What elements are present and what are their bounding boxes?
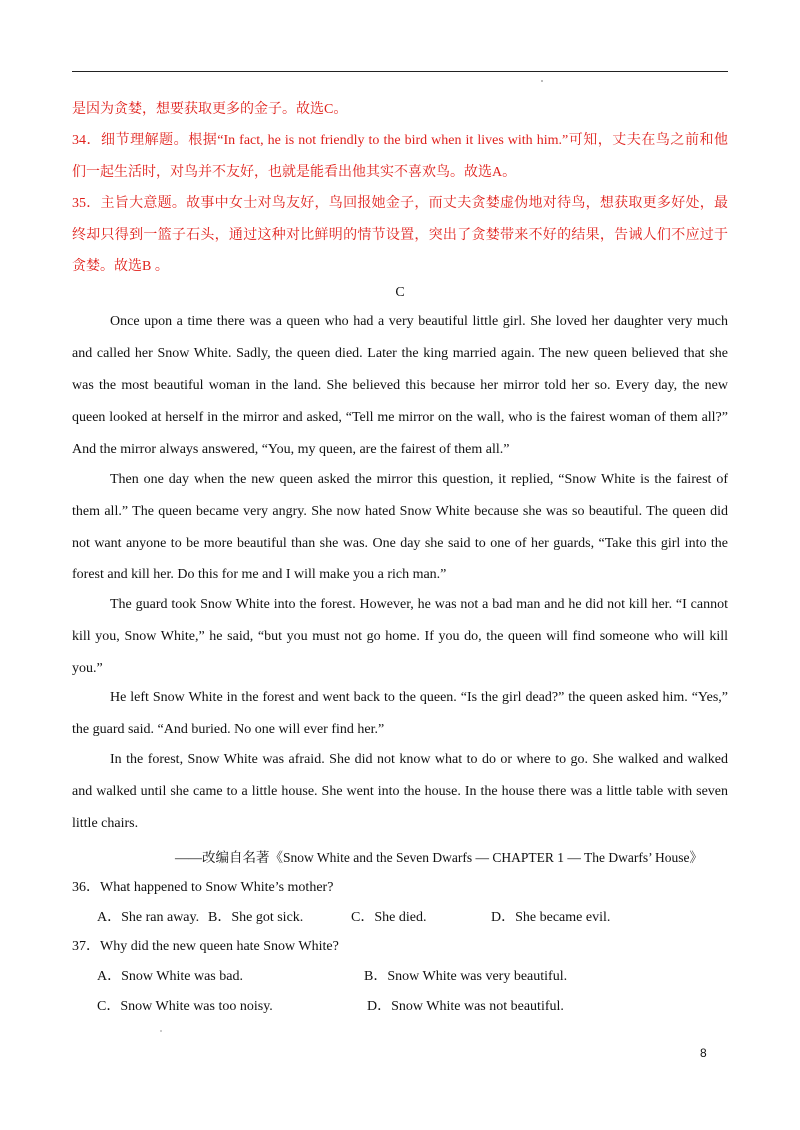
- passage-line: the guard said. “And buried. No one will ever find her.”: [72, 722, 385, 737]
- passage-line: them all.” The queen became very angry. She now hated Snow White because she was so beautiful. The queen did: [72, 504, 728, 519]
- passage-source: ——改编自名著《Snow White and the Seven Dwarfs — CHAPTER 1 — The Dwarfs’ House》: [175, 850, 703, 865]
- passage-line: And the mirror always answered, “You, my queen, are the fairest of them all.”: [72, 442, 510, 457]
- answer-line: 贪婪。故选B 。: [72, 259, 169, 274]
- passage-line: The guard took Snow White into the forest. However, he was not a bad man and he did not kill her. “I cannot: [110, 597, 728, 612]
- passage-line: Then one day when the new queen asked the mirror this question, it replied, “Snow White is the fairest of: [110, 472, 728, 487]
- page-number: 8: [700, 1046, 707, 1060]
- option-c: C．She died.: [351, 910, 427, 925]
- passage-line: forest and kill her. Do this for me and I will make you a rich man.”: [72, 567, 447, 582]
- passage-line: kill you, Snow White,” he said, “but you must not go home. If you do, the queen will find someone who will kill: [72, 629, 728, 644]
- passage-line: and called her Snow White. Sadly, the queen died. Later the king married again. The new queen believed that she: [72, 346, 728, 361]
- answer-line: 终却只得到一篮子石头，通过这种对比鲜明的情节设置，突出了贪婪带来不好的结果，告诫人们不应过于: [72, 228, 728, 243]
- question-stem: 37．Why did the new queen hate Snow White?: [72, 939, 339, 954]
- answer-line: 35．主旨大意题。故事中女士对鸟友好，鸟回报她金子，而丈夫贪婪虚伪地对待鸟，想获取更多好处，最: [72, 196, 728, 211]
- answer-line: 是因为贪婪，想要获取更多的金子。故选C。: [72, 102, 348, 117]
- passage-line: little chairs.: [72, 816, 139, 831]
- section-label: C: [395, 285, 405, 300]
- passage-line: you.”: [72, 661, 103, 676]
- passage-line: queen looked at herself in the mirror and asked, “Tell me mirror on the wall, who is the fairest woman of them all?”: [72, 410, 728, 425]
- speck: [541, 80, 543, 82]
- question-stem: 36．What happened to Snow White’s mother?: [72, 880, 334, 895]
- passage-line: In the forest, Snow White was afraid. She did not know what to do or where to go. She walked and walked: [110, 752, 728, 767]
- passage-line: and walked until she came to a little house. She went into the house. In the house there was a little table with seven: [72, 784, 728, 799]
- passage-line: was the most beautiful woman in the land. She believed this because her mirror told her so. Every day, the new: [72, 378, 728, 393]
- passage-line: Once upon a time there was a queen who had a very beautiful little girl. She loved her daughter very much: [110, 314, 728, 329]
- option-a: A．Snow White was bad.: [97, 969, 243, 984]
- answer-line: 34．细节理解题。根据“In fact, he is not friendly to the bird when it lives with him.”可知，丈夫在鸟之前和他: [72, 133, 728, 148]
- passage-line: He left Snow White in the forest and went back to the queen. “Is the girl dead?” the queen asked him. “Yes,”: [110, 690, 728, 705]
- option-b: B．She got sick.: [208, 910, 304, 925]
- option-d: D．She became evil.: [491, 910, 611, 925]
- answer-line: 们一起生活时，对鸟并不友好，也就是能看出他其实不喜欢鸟。故选A。: [72, 165, 517, 180]
- option-d: D．Snow White was not beautiful.: [367, 999, 564, 1014]
- speck: [160, 1030, 162, 1032]
- option-a: A．She ran away.: [97, 910, 200, 925]
- option-b: B．Snow White was very beautiful.: [364, 969, 568, 984]
- option-c: C．Snow White was too noisy.: [97, 999, 273, 1014]
- header-rule: [72, 71, 728, 72]
- passage-line: not want anyone to be more beautiful than she was. One day she said to one of her guards, “Take this girl into the: [72, 536, 728, 551]
